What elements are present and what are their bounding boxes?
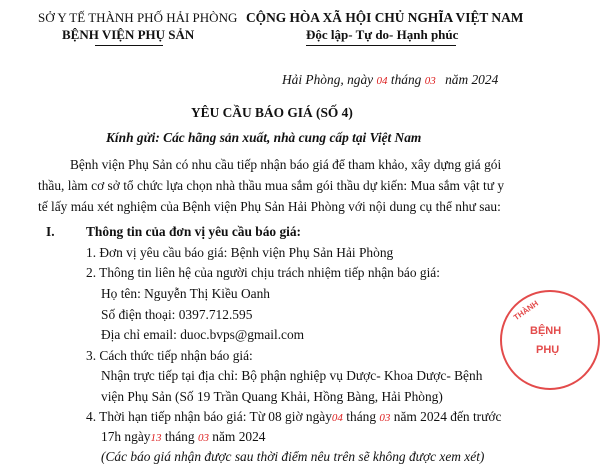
item-2-name: Họ tên: Nguyễn Thị Kiều Oanh bbox=[101, 286, 270, 301]
greeting: Kính gửi: Các hãng sản xuất, nhà cung cấp tại Việt Nam bbox=[106, 130, 422, 145]
header-left-line1: SỞ Y TẾ THÀNH PHỐ HẢI PHÒNG bbox=[38, 10, 238, 25]
item-4-day2-handwritten: 13 bbox=[150, 432, 162, 444]
item-2-email: Địa chỉ email: duoc.bvps@gmail.com bbox=[101, 327, 305, 342]
date-day-handwritten: 04 bbox=[376, 75, 388, 87]
stamp-text-low: PHỤ bbox=[536, 344, 560, 356]
item-4-month2-handwritten: 03 bbox=[197, 432, 209, 444]
item-3-line-1: Nhận trực tiếp tại địa chỉ: Bộ phận nghiệp vụ Dược- Khoa Dược- Bệnh bbox=[101, 368, 483, 383]
item-3-line-2: viện Phụ Sản (Số 19 Trần Quang Khải, Hồng Bàng, Hải Phòng) bbox=[101, 389, 443, 404]
date-line bbox=[282, 72, 498, 88]
header-right-line2: Độc lập- Tự do- Hạnh phúc bbox=[306, 27, 459, 42]
item-4-line-2 bbox=[101, 429, 265, 445]
intro-line-3: tế lấy máu xét nghiệm của Bệnh viện Phụ Sản Hải Phòng với nội dung cụ thể như sau: bbox=[38, 199, 501, 214]
stamp-text-mid: BỆNH bbox=[530, 325, 562, 337]
item-3: 3. Cách thức tiếp nhận báo giá: bbox=[86, 348, 253, 363]
header-left-underline bbox=[95, 45, 163, 46]
item-4-part-c: năm 2024 đến trước bbox=[393, 409, 502, 424]
item-4-part-e: tháng bbox=[164, 429, 195, 444]
intro-line-1: Bệnh viện Phụ Sản có nhu cầu tiếp nhận báo giá để tham khảo, xây dựng giá gói bbox=[70, 157, 502, 172]
item-4-part-a: 4. Thời hạn tiếp nhận báo giá: Từ 08 giờ ngày bbox=[86, 409, 332, 424]
item-4-day-handwritten: 04 bbox=[331, 412, 343, 424]
header-right-underline bbox=[306, 45, 456, 46]
item-4-note: (Các báo giá nhận được sau thời điểm nêu trên sẽ không được xem xét) bbox=[101, 449, 485, 464]
item-1: 1. Đơn vị yêu cầu báo giá: Bệnh viện Phụ Sản Hải Phòng bbox=[86, 245, 394, 260]
item-4-month-handwritten: 03 bbox=[379, 412, 391, 424]
document-title: YÊU CẦU BÁO GIÁ (SỐ 4) bbox=[191, 105, 353, 120]
header-left-line2: BỆNH VIỆN PHỤ SẢN bbox=[62, 27, 195, 42]
date-month-handwritten: 03 bbox=[424, 75, 436, 87]
item-4-part-b: tháng bbox=[346, 409, 377, 424]
section-number: I. bbox=[46, 224, 55, 239]
item-4-part-d: 17h ngày bbox=[101, 429, 151, 444]
date-prefix: Hải Phòng, ngày bbox=[282, 72, 374, 87]
intro-line-2: thầu, làm cơ sở tổ chức lựa chọn nhà thầu mua sắm gói thầu dự kiến: Mua sắm vật tư y bbox=[38, 178, 505, 193]
red-seal-stamp bbox=[500, 290, 600, 390]
section-heading: Thông tin của đơn vị yêu cầu báo giá: bbox=[86, 224, 302, 239]
item-4-part-f: năm 2024 bbox=[212, 429, 266, 444]
stamp-text-top: THÀNH bbox=[511, 298, 541, 323]
item-2: 2. Thông tin liên hệ của người chịu trách nhiệm tiếp nhận báo giá: bbox=[86, 265, 440, 280]
item-4-line-1 bbox=[86, 409, 501, 425]
header-right-line1: CỘNG HÒA XÃ HỘI CHỦ NGHĨA VIỆT NAM bbox=[246, 10, 524, 25]
date-year: năm 2024 bbox=[445, 72, 499, 87]
date-month-label: tháng bbox=[390, 72, 422, 87]
item-2-phone: Số điện thoại: 0397.712.595 bbox=[101, 307, 253, 322]
